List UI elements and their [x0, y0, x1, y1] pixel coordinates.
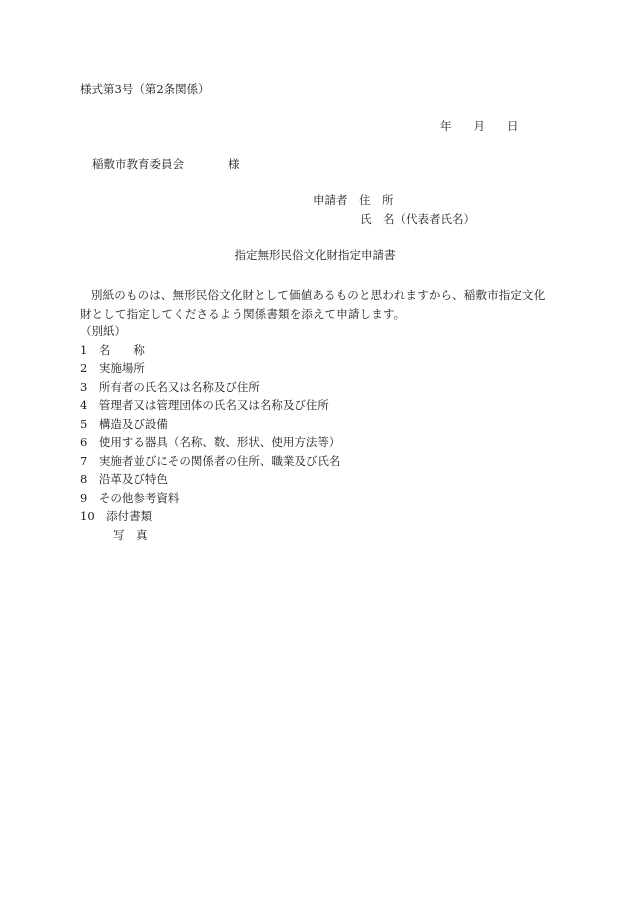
- name-label: 氏 名（代表者氏名）: [360, 212, 475, 226]
- list-item: 2 実施場所: [80, 361, 145, 375]
- document-title: 指定無形民俗文化財指定申請書: [234, 248, 396, 262]
- list-item: 4 管理者又は管理団体の氏名又は名称及び住所: [80, 398, 329, 412]
- attachment-heading: （別紙）: [80, 324, 126, 338]
- list-item: 5 構造及び設備: [80, 416, 168, 431]
- month-label: 月: [473, 119, 485, 133]
- addressee-name: 稲敷市教育委員会: [92, 157, 184, 171]
- address-label: 住 所: [359, 193, 394, 207]
- list-subitem: 写 真: [113, 527, 148, 542]
- list-item: 9 その他参考資料: [80, 490, 180, 505]
- addressee: [92, 157, 240, 171]
- list-item: 3 所有者の氏名又は名称及び住所: [80, 379, 260, 394]
- attachment-list: [80, 322, 340, 544]
- list-item: 6 使用する器具（名称、数、形状、使用方法等）: [80, 435, 341, 449]
- year-label: 年: [440, 119, 452, 133]
- form-number: 様式第3号（第2条関係）: [80, 82, 210, 96]
- body-text: 別紙のものは、無形民俗文化財として価値あるものと思われますから、稲敷市指定文化財として指定してくださるよう関係書類を添えて申請します。: [80, 288, 546, 321]
- list-item: 1 名 称: [80, 342, 145, 357]
- applicant-address-line: [313, 193, 394, 207]
- applicant-name-line: [360, 212, 475, 226]
- day-label: 日: [507, 119, 519, 133]
- applicant-label: 申請者: [313, 193, 348, 207]
- date-line: [440, 119, 519, 133]
- list-item: 8 沿革及び特色: [80, 472, 168, 486]
- addressee-honorific: 様: [228, 157, 240, 171]
- list-item: 10 添付書類: [80, 509, 153, 523]
- list-item: 7 実施者並びにその関係者の住所、職業及び氏名: [80, 453, 341, 468]
